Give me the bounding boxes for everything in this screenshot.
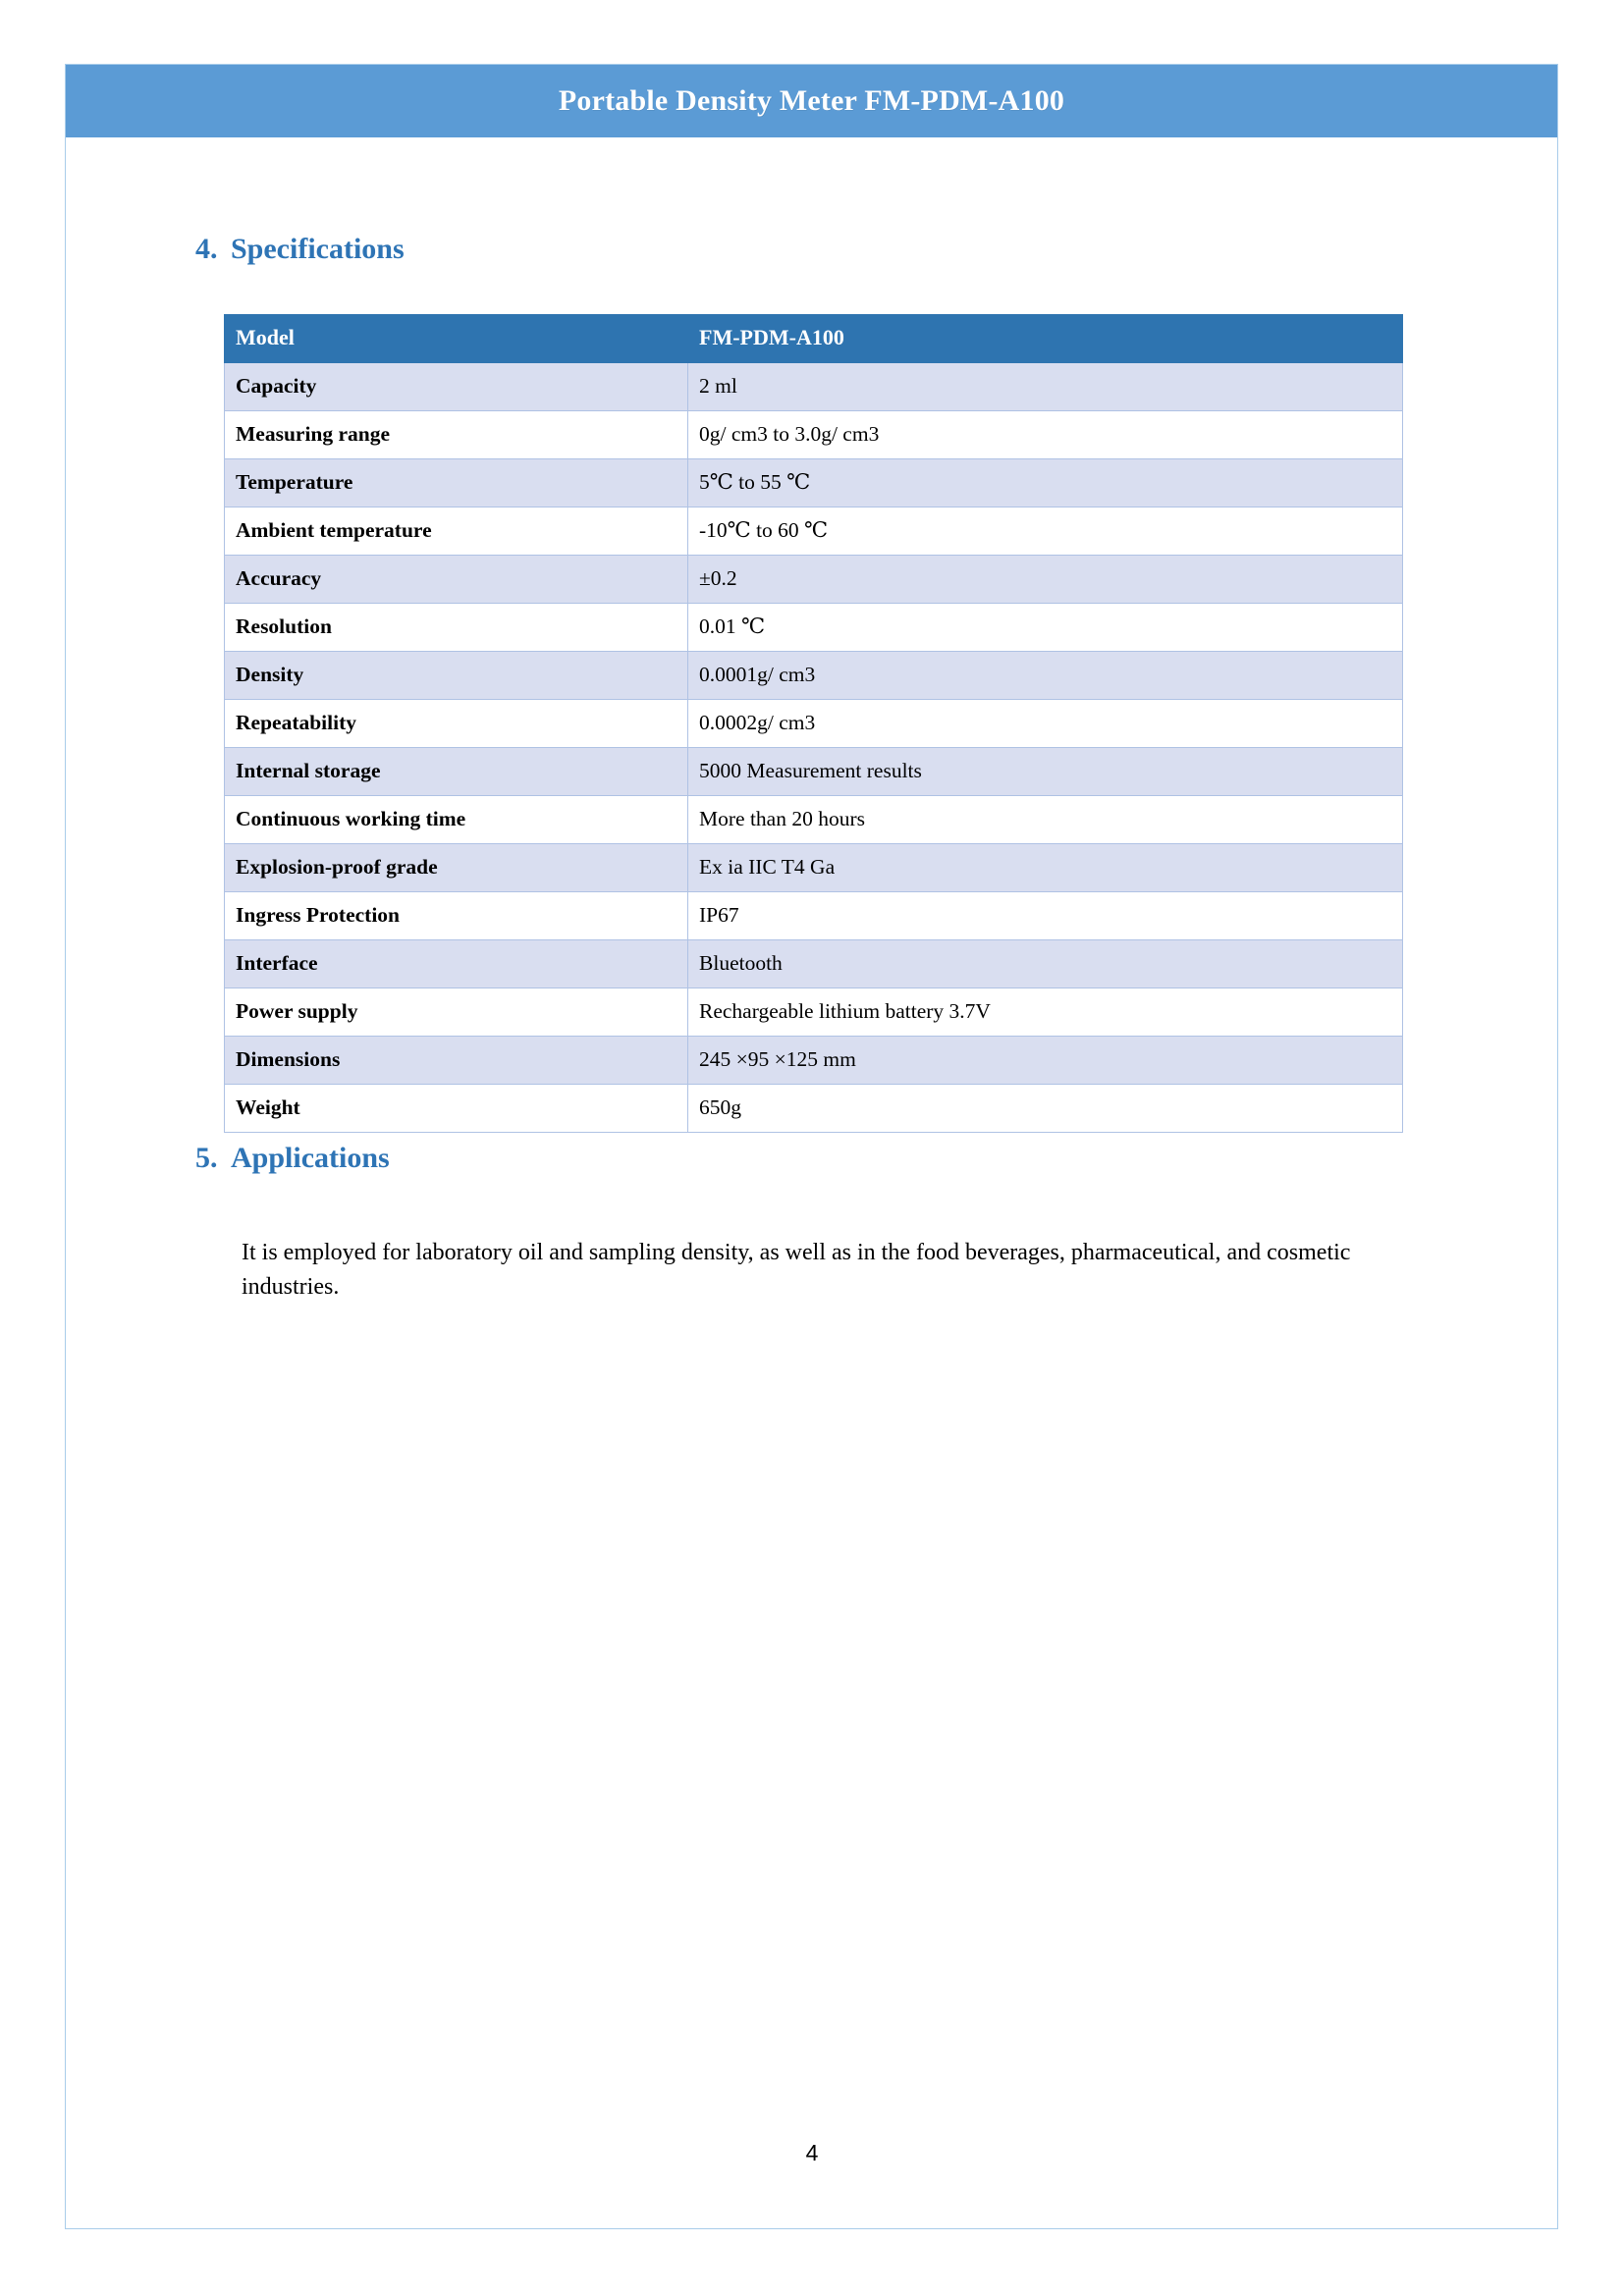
spec-key: Dimensions <box>225 1037 688 1085</box>
table-header-key: Model <box>225 315 688 363</box>
specifications-table-body <box>225 363 1403 1133</box>
spec-key: Temperature <box>225 459 688 507</box>
table-row <box>225 796 1403 844</box>
spec-key: Measuring range <box>225 411 688 459</box>
table-row <box>225 363 1403 411</box>
spec-value: 0g/ cm3 to 3.0g/ cm3 <box>688 411 1403 459</box>
spec-value: IP67 <box>688 892 1403 940</box>
table-row <box>225 604 1403 652</box>
table-row <box>225 1037 1403 1085</box>
spec-value: 5℃ to 55 ℃ <box>688 459 1403 507</box>
table-header-value: FM-PDM-A100 <box>688 315 1403 363</box>
document-title: Portable Density Meter FM-PDM-A100 <box>558 84 1065 117</box>
spec-key: Explosion-proof grade <box>225 844 688 892</box>
spec-value: 650g <box>688 1085 1403 1133</box>
spec-key: Resolution <box>225 604 688 652</box>
section-label-specifications: Specifications <box>231 233 405 265</box>
table-row <box>225 988 1403 1037</box>
section-label-applications: Applications <box>231 1142 390 1174</box>
table-row <box>225 844 1403 892</box>
spec-value: ±0.2 <box>688 556 1403 604</box>
spec-value: Ex ia IIC T4 Ga <box>688 844 1403 892</box>
specifications-table <box>224 314 1403 1133</box>
table-row <box>225 556 1403 604</box>
document-header-banner <box>66 65 1557 137</box>
spec-key: Density <box>225 652 688 700</box>
table-row <box>225 700 1403 748</box>
spec-value: More than 20 hours <box>688 796 1403 844</box>
spec-value: -10℃ to 60 ℃ <box>688 507 1403 556</box>
spec-value: 0.01 ℃ <box>688 604 1403 652</box>
table-row <box>225 892 1403 940</box>
spec-value: 5000 Measurement results <box>688 748 1403 796</box>
spec-value: 0.0001g/ cm3 <box>688 652 1403 700</box>
spec-value: Rechargeable lithium battery 3.7V <box>688 988 1403 1037</box>
table-header-row <box>225 315 1403 363</box>
spec-key: Power supply <box>225 988 688 1037</box>
section-heading-applications <box>195 1142 390 1175</box>
section-number-specifications: 4. <box>195 233 218 265</box>
table-row <box>225 940 1403 988</box>
applications-paragraph: It is employed for laboratory oil and sampling density, as well as in the food beverages, pharmaceutical, and cosmetic industries. <box>242 1240 1351 1301</box>
spec-key: Accuracy <box>225 556 688 604</box>
table-row <box>225 507 1403 556</box>
spec-key: Weight <box>225 1085 688 1133</box>
spec-value: Bluetooth <box>688 940 1403 988</box>
spec-key: Internal storage <box>225 748 688 796</box>
spec-value: 0.0002g/ cm3 <box>688 700 1403 748</box>
spec-key: Interface <box>225 940 688 988</box>
spec-key: Ambient temperature <box>225 507 688 556</box>
spec-value: 245 ×95 ×125 mm <box>688 1037 1403 1085</box>
section-number-applications: 5. <box>195 1142 218 1174</box>
spec-key: Capacity <box>225 363 688 411</box>
spec-key: Repeatability <box>225 700 688 748</box>
table-row <box>225 411 1403 459</box>
page-number: 4 <box>805 2140 819 2165</box>
table-row <box>225 652 1403 700</box>
table-row <box>225 748 1403 796</box>
section-heading-specifications <box>195 233 405 266</box>
spec-key: Ingress Protection <box>225 892 688 940</box>
table-row <box>225 1085 1403 1133</box>
spec-value: 2 ml <box>688 363 1403 411</box>
table-row <box>225 459 1403 507</box>
spec-key: Continuous working time <box>225 796 688 844</box>
